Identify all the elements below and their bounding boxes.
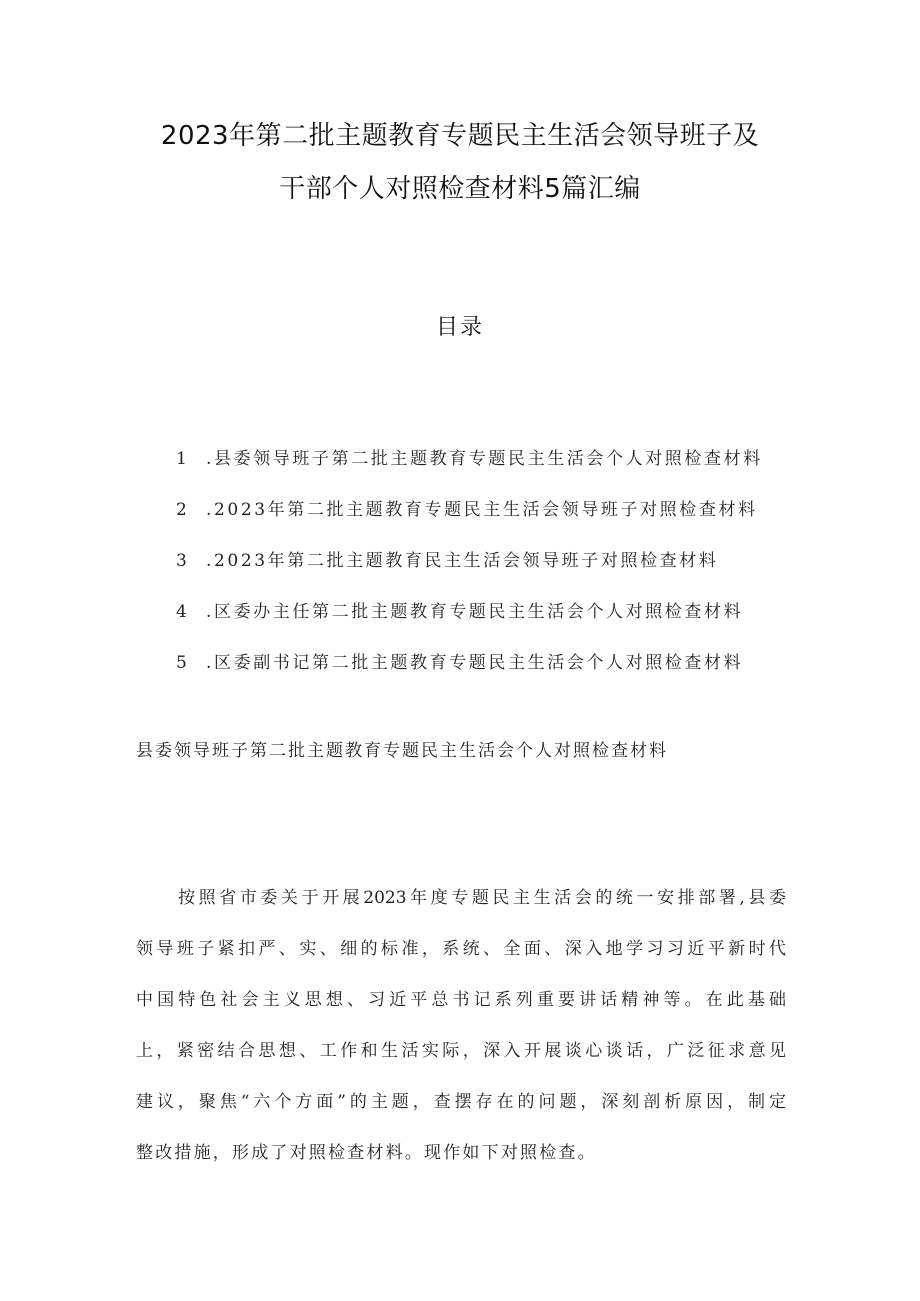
toc-item-number: 4	[176, 602, 190, 622]
toc-heading: 目录	[435, 315, 484, 340]
paragraph-line: 领导班子紧扣严、实、细的标准，系统、全面、深入地学习习近平新时代	[136, 939, 786, 959]
toc-item-1	[176, 444, 763, 495]
paragraph-line: 上，紧密结合思想、工作和生活实际，深入开展谈心谈话，广泛征求意见	[136, 1041, 786, 1061]
toc-item-number: 5	[176, 653, 190, 673]
paragraph-line: 按照省市委关于开展2023年度专题民主生活会的统一安排部署,县委	[178, 888, 786, 908]
toc-item-text: .区委副书记第二批主题教育专题民主生活会个人对照检查材料	[206, 653, 744, 673]
toc-item-3	[176, 546, 763, 597]
paragraph-line: 整改措施，形成了对照检查材料。现作如下对照检查。	[136, 1143, 597, 1163]
toc-item-4	[176, 597, 763, 648]
paragraph-line: 中国特色社会主义思想、习近平总书记系列重要讲话精神等。在此基础	[136, 990, 786, 1010]
toc-item-5	[176, 648, 763, 699]
section-heading: 县委领导班子第二批主题教育专题民主生活会个人对照检查材料	[136, 741, 668, 761]
toc-item-2	[176, 495, 763, 546]
document-title-line-1: 2023年第二批主题教育专题民主生活会领导班子及	[160, 121, 760, 151]
toc-item-number: 1	[176, 449, 190, 469]
toc-item-text: .2023年第二批主题教育民主生活会领导班子对照检查材料	[206, 551, 719, 571]
toc-item-text: .区委办主任第二批主题教育专题民主生活会个人对照检查材料	[206, 602, 744, 622]
paragraph-line: 建议，聚焦“六个方面”的主题，查摆存在的问题，深刻剖析原因，制定	[136, 1092, 786, 1112]
table-of-contents	[176, 444, 763, 699]
body-paragraph	[136, 873, 786, 1179]
toc-item-number: 3	[176, 551, 190, 571]
toc-item-text: .县委领导班子第二批主题教育专题民主生活会个人对照检查材料	[206, 449, 763, 469]
toc-item-text: .2023年第二批主题教育专题民主生活会领导班子对照检查材料	[206, 500, 758, 520]
document-title-line-2: 干部个人对照检查材料5篇汇编	[279, 174, 641, 204]
toc-item-number: 2	[176, 500, 190, 520]
